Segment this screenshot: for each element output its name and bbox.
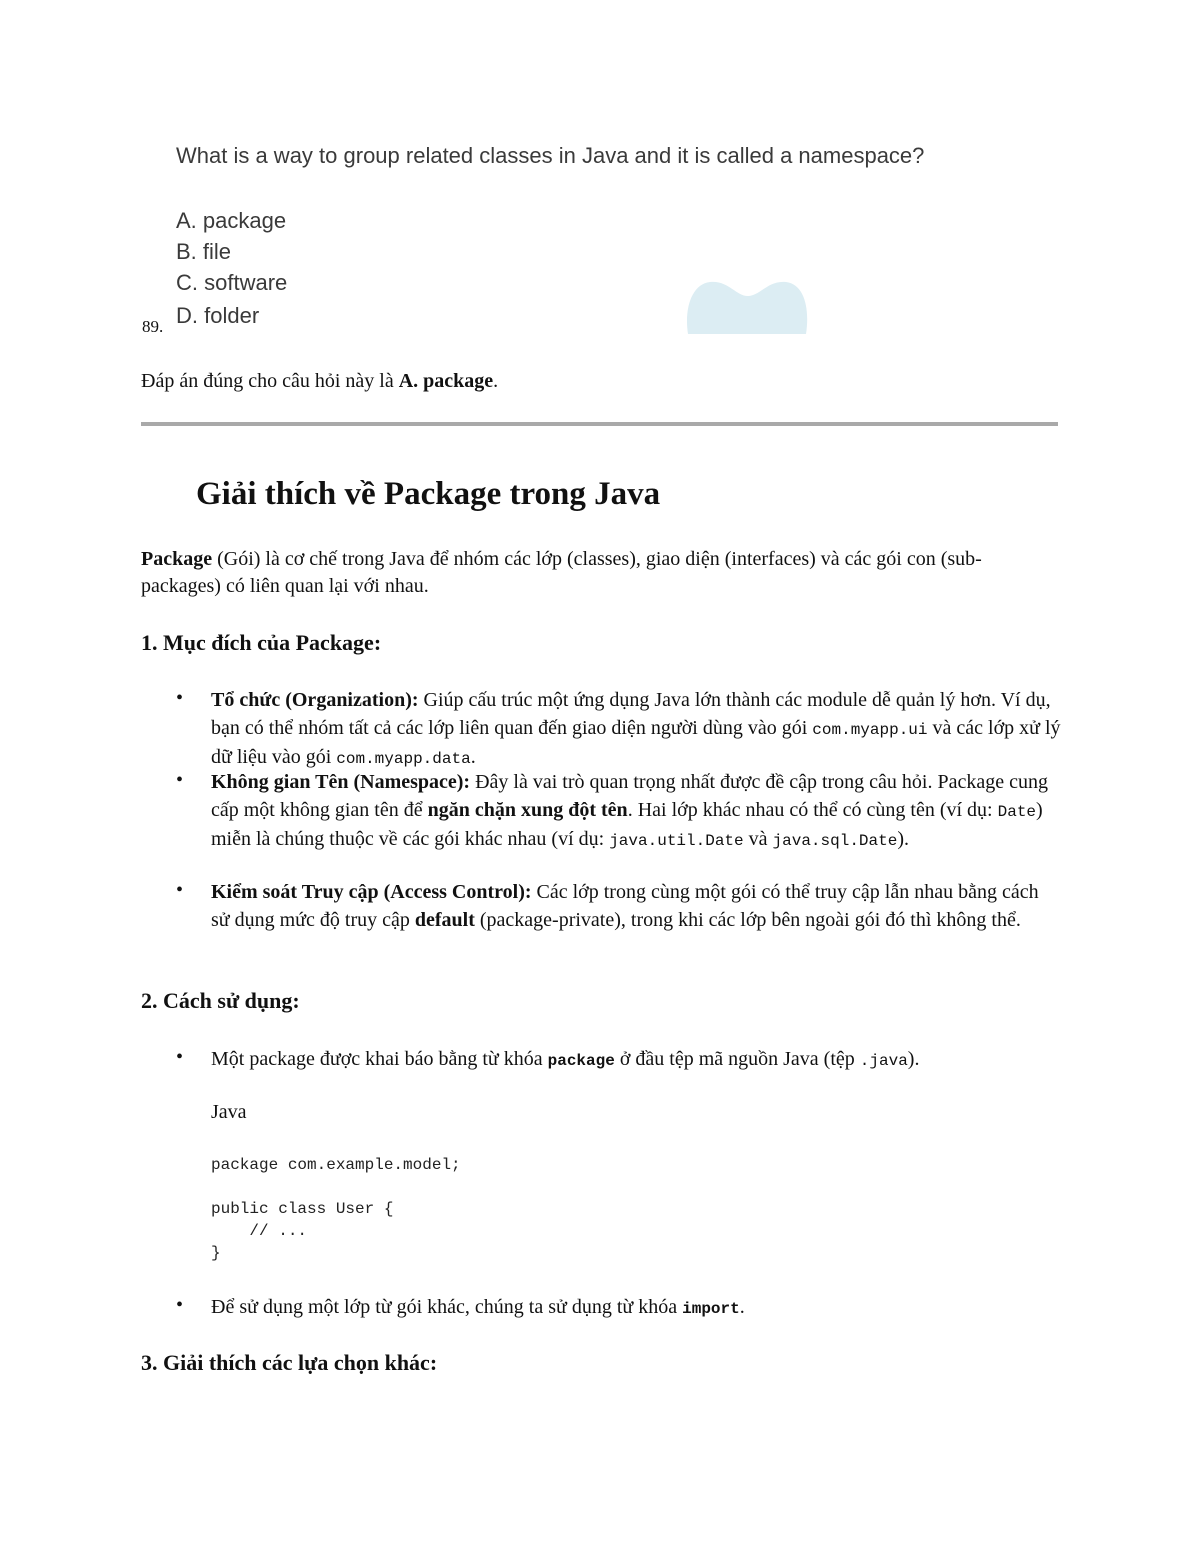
item-text: ) miễn là chúng thuộc về các gói khác nhau (ví dụ: bbox=[211, 798, 1043, 850]
item-text: Giúp cấu trúc một ứng dụng Java lớn thành các module dễ quản lý hơn. Ví dụ, bạn có thể nhóm tất cả các lớp liên quan đến giao diện người dùng vào gói bbox=[211, 689, 1051, 739]
bullet-icon: • bbox=[176, 1046, 184, 1068]
item-code: java.sql.Date bbox=[772, 832, 898, 850]
watermark-shape-icon bbox=[684, 278, 810, 339]
item-text: . bbox=[470, 746, 476, 768]
item-bold: Kiểm soát Truy cập (Access Control): bbox=[211, 881, 532, 903]
question-number: 89. bbox=[142, 317, 164, 336]
item-text: Một package được khai báo bằng từ khóa bbox=[211, 1048, 548, 1070]
option-a: A. package bbox=[176, 208, 287, 233]
item-text: . bbox=[739, 1296, 745, 1318]
list-item bbox=[211, 769, 1061, 856]
item-bold: default bbox=[414, 908, 475, 931]
list-item bbox=[211, 1046, 1061, 1076]
question-text: What is a way to group related classes in Java and it is called a namespace? bbox=[176, 143, 925, 168]
bullet-icon: • bbox=[176, 1294, 184, 1316]
item-bold: ngăn chặn xung đột tên bbox=[427, 798, 628, 821]
answer-suffix: . bbox=[493, 370, 499, 392]
code-language-label: Java bbox=[211, 1101, 247, 1123]
horizontal-divider bbox=[141, 422, 1058, 426]
page-title: Giải thích về Package trong Java bbox=[196, 476, 661, 512]
section3-heading: 3. Giải thích các lựa chọn khác: bbox=[141, 1350, 438, 1375]
item-text: và các lớp xử lý dữ liệu vào gói bbox=[211, 716, 1061, 768]
list-item bbox=[211, 687, 1061, 774]
bullet-icon: • bbox=[176, 879, 184, 901]
item-text: . Hai lớp khác nhau có thể có cùng tên (ví dụ: bbox=[627, 798, 998, 821]
answer-line bbox=[141, 370, 498, 393]
item-text: ). bbox=[897, 828, 910, 850]
intro-bold: Package bbox=[141, 548, 213, 570]
item-code: com.myapp.ui bbox=[812, 720, 928, 739]
intro-text: (Gói) là cơ chế trong Java để nhóm các lớp (classes), giao diện (interfaces) và các gói con (sub-packages) có liên quan lại với nhau. bbox=[141, 548, 982, 597]
answer-prefix: Đáp án đúng cho câu hỏi này là bbox=[141, 370, 399, 392]
code-block: package com.example.model; public class User { // ... } bbox=[211, 1156, 461, 1262]
item-text: Các lớp trong cùng một gói có thể truy cập lẫn nhau bằng cách sử dụng mức độ truy cập bbox=[211, 881, 1039, 931]
item-code: com.myapp.data bbox=[336, 750, 471, 768]
option-c: C. software bbox=[176, 270, 288, 295]
item-text: Đây là vai trò quan trọng nhất được đề cập trong câu hỏi. Package cung cấp một không gian tên để bbox=[211, 771, 1048, 821]
answer-bold: A. package bbox=[398, 370, 494, 392]
item-text: ở đầu tệp mã nguồn Java (tệp bbox=[614, 1048, 860, 1070]
item-code: .java bbox=[859, 1052, 908, 1070]
option-b: B. file bbox=[176, 239, 232, 264]
bullet-icon: • bbox=[176, 769, 184, 791]
item-text: và bbox=[743, 828, 773, 850]
list-item bbox=[211, 1294, 1061, 1324]
item-text: (package-private), trong khi các lớp bên ngoài gói đó thì không thể. bbox=[474, 908, 1021, 931]
intro-paragraph bbox=[141, 546, 1061, 600]
section1-heading: 1. Mục đích của Package: bbox=[141, 630, 382, 655]
option-d: D. folder bbox=[176, 303, 260, 328]
item-bold: Không gian Tên (Namespace): bbox=[211, 771, 471, 793]
section2-heading: 2. Cách sử dụng: bbox=[141, 988, 300, 1013]
item-code: java.util.Date bbox=[609, 832, 744, 850]
item-text: Để sử dụng một lớp từ gói khác, chúng ta sử dụng từ khóa bbox=[211, 1296, 683, 1318]
item-code: package bbox=[547, 1052, 615, 1070]
list-item bbox=[211, 879, 1061, 934]
item-bold: Tổ chức (Organization): bbox=[211, 689, 419, 711]
item-code: Date bbox=[997, 802, 1037, 821]
item-code: import bbox=[682, 1300, 740, 1318]
bullet-icon: • bbox=[176, 687, 184, 709]
item-text: ). bbox=[907, 1048, 920, 1070]
